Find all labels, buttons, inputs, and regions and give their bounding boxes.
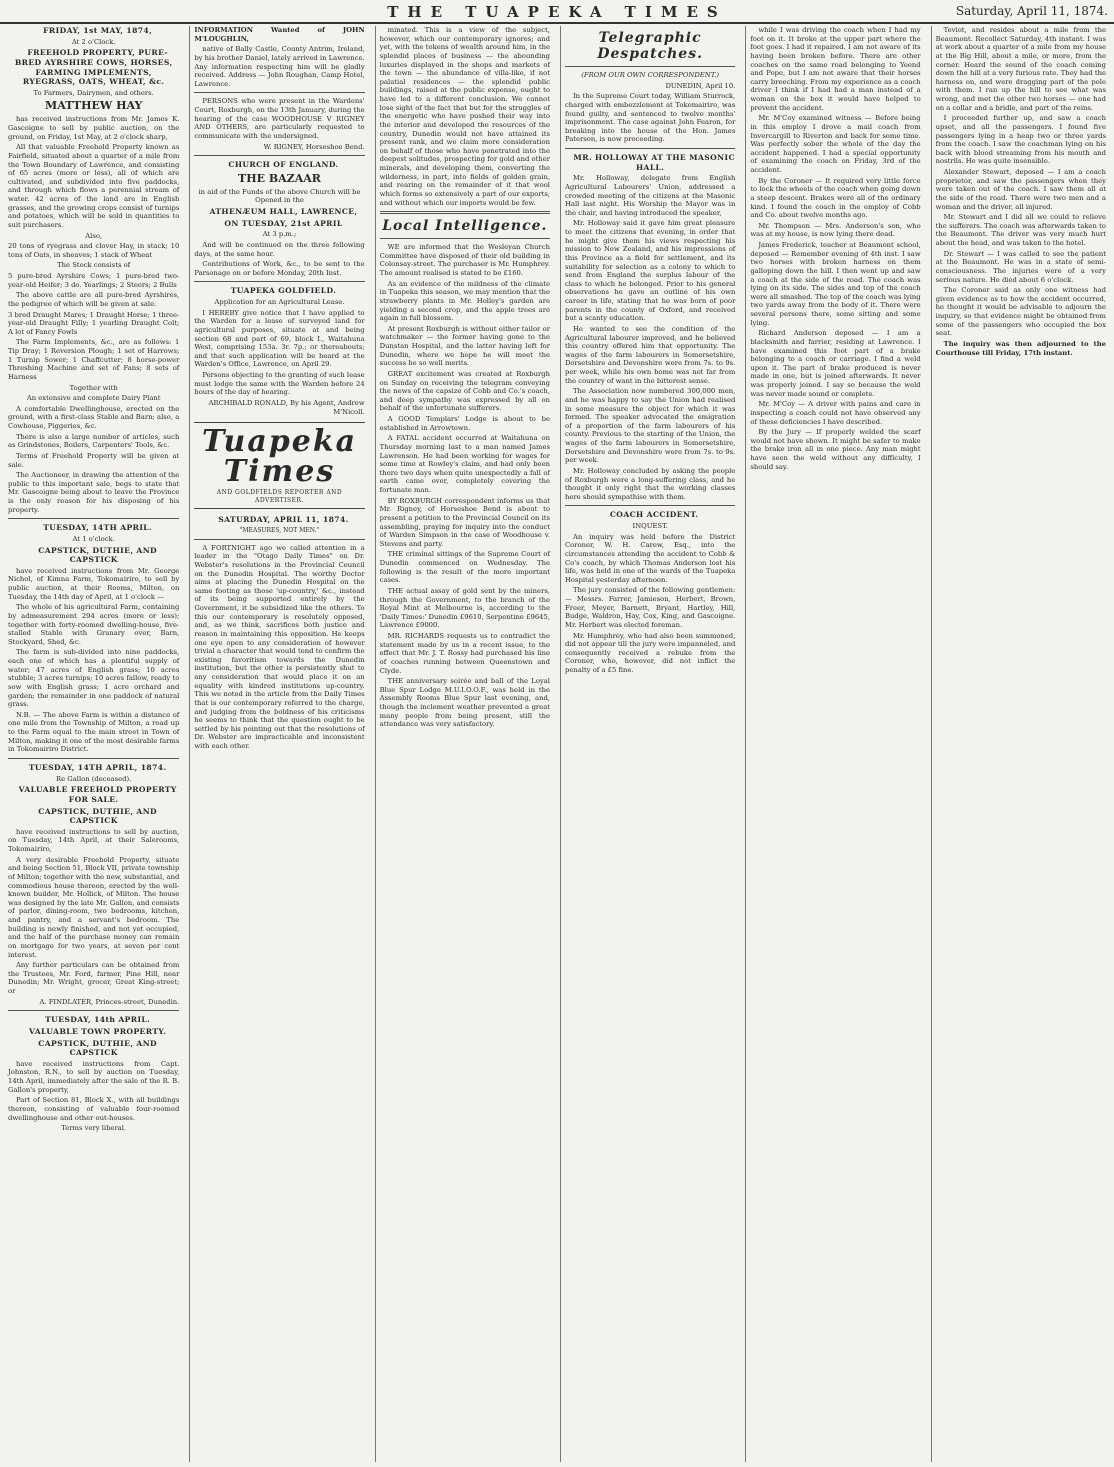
ad-date: FRIDAY, 1st MAY, 1874, xyxy=(43,26,153,35)
news-item: As an evidence of the mildness of the climate in Tuapeka this season, we may mention that the strawberry plants in Mr. Holley's garden are yielding a second crop, and the apple trees are again in full blossom. xyxy=(379,279,550,323)
divider xyxy=(380,211,550,214)
news-item: A FATAL accident occurred at Waitahuna on Thursday morning last to a man named James Lawrenson. He had been working for wages for some time at Rowley's claim, and had only been there two days when quite unexpectedly a fall of earth came over, completely covering the fortunate man. xyxy=(379,434,550,494)
ad-body: The Auctioneer, in drawing the attention of the public to this important sale, begs to state that Mr. Gascoigne being about to leave the Province is the only reason for his disposing of his property. xyxy=(8,471,180,514)
ad-date: TUESDAY, 14th APRIL. xyxy=(45,1015,151,1025)
news-item: A GOOD Templars' Lodge is about to be established in Arrowtown. xyxy=(379,415,550,432)
article-body: The Coroner said as only one witness had given evidence as to how the accident occurred, he thought it would be advisable to adjourn the inquiry, so that evidence might be obtained from some of the passengers who occupied the box seat. xyxy=(935,286,1106,338)
column-1 xyxy=(4,26,183,1462)
byline: (FROM OUR OWN CORRESPONDENT.) xyxy=(581,71,720,79)
ad-body: Terms of Freehold Property will be given at sale. xyxy=(8,451,180,469)
article-body: Mr. Holloway concluded by asking the people of Roxburgh were a long-suffering class, and he thought it only right that the working classes here should sympathise with them. xyxy=(564,466,736,501)
ad-body: Part of Section 81, Block X., with all buildings thereon, consisting of valuable four-roomed dwellinghouse and other out-houses. xyxy=(8,1096,180,1122)
page-header xyxy=(0,0,1114,24)
ad-body: have received instructions to sell by auction, on Tuesday, 14th April, at their Salerooms, Tokomairiro, xyxy=(8,827,180,854)
ad-time: At 1 o'clock. xyxy=(72,534,115,543)
ad-body: have received instructions from Capt. Johnston, R.N., to sell by auction on Tuesday, 14th April, immediately after the sale of the R. B. Gallon's property, xyxy=(8,1059,180,1094)
divider xyxy=(8,758,179,759)
editorial-body: minated. This is a view of the subject, however, which our contemporary ignores; and yet, with the tokens of wealth around him, in the splendid places of business — the abounding luxuries displayed in the shops and markets of the town — the abundance of villa-like, if not palatial residences — the splendid public buildings, raised at the public expense, ought to have led to a different conclusion. We cannot lose sight of the fact that but for the struggles of the energetic who have pushed their way into the interior and developed the resources of the country, Dunedin would not have attained its present rank, and we claim more consideration on behalf of those who have penetrated into the deepest solitudes, prospecting for gold and other minerals, and developing them, converting the wilderness, in part, into fields of golden grain, and rearing on the remainder of it that wool which forms so extensively a part of our exports, and without which our imports would be few. xyxy=(379,26,550,207)
article-body: Mr. M'Coy examined witness — Before being in this employ I drove a mail coach from Invercargill to Riverton and back for some time. Was perfectly sober the whole of the day the accident happened. I had a special opportunity of examining the coach on Friday, 3rd of the accident. xyxy=(750,114,921,174)
column-3 xyxy=(375,26,554,1462)
ad-time: At 2 o'Clock. xyxy=(71,37,116,46)
column-6 xyxy=(931,26,1110,1462)
issue-date: Saturday, April 11, 1874. xyxy=(955,4,1108,18)
article-body: Richard Anderson deposed — I am a blacksmith and farrier, residing at Lawrence. I have examined this foot part of a brake belonging to a coach or carriage. I find a weld upon it. The part of brake produced is never made in one, but is joined afterwards. It never was properly joined. I say so because the weld was never made sound or complete. xyxy=(750,329,921,398)
divider xyxy=(565,148,735,149)
article-body: Alexander Stewart, deposed — I am a coach proprietor, and saw the passengers when they were taken out of the coach. I saw them all at the side of the road. There were two men and a woman and the driver, all injured. xyxy=(935,168,1106,211)
ad-body: A very desirable Freehold Property, situate and being Section 51, Block VII, private township of Milton; together with the new, substantial, and commodious house thereon, erected by the well-known builder, Mr. Hollick, of Milton. The house was designed by the late Mr. Gallon, and consists of parlor, dining-room, two bedrooms, kitchen, and pantry, and a servant's bedroom. The building is newly finished, and not yet occupied, and the half of the purchase money can remain on mortgage for two years, at seven per cent interest. xyxy=(8,855,180,959)
section-heading: Telegraphic Despatches. xyxy=(597,30,703,62)
issue-dateline: SATURDAY, APRIL 11, 1874. xyxy=(218,515,349,525)
article-body: The inquiry was then adjourned to the Courthouse till Friday, 17th instant. xyxy=(935,339,1106,357)
news-item: WE are informed that the Wesleyan Church Committee have disposed of their old building in Colonsay-street. The purchaser is Mr. Humphrey. The amount realised is stated to be £160. xyxy=(379,243,550,277)
ad-body: There is also a large number of articles, such as Grindstones, Boilers, Carpenters' Tools, &c. xyxy=(8,432,180,450)
ad-subhead: Together with xyxy=(69,383,118,392)
paper-motto: "MEASURES, NOT MEN." xyxy=(239,527,320,535)
ad-signature: A. FINDLATER, Princes-street, Dunedin. xyxy=(39,997,180,1006)
article-heading: MR. HOLLOWAY AT THE MASONIC HALL. xyxy=(573,153,735,172)
notice-subtitle: Application for an Agricultural Lease. xyxy=(214,298,345,307)
ad-subtitle: To Farmers, Dairymen, and others. xyxy=(33,88,154,97)
ad-body: A comfortable Dwellinghouse, erected on the ground, with a first-class Stable and Barn; also, a Cowhouse, Piggeries, &c. xyxy=(8,404,180,431)
divider xyxy=(565,66,735,67)
ad-firm: CAPSTICK, DUTHIE, AND CAPSTICK xyxy=(38,1038,158,1058)
notice-signature: W. RIGNEY, Horseshoe Bend. xyxy=(263,142,365,151)
article-body: Dr. Stewart — I was called to see the patient at the Beaumont. He was in a state of semi-consciousness. The injuries were of a very serious nature. He died about 6 o'clock. xyxy=(935,249,1106,284)
ad-date: TUESDAY, 14TH APRIL, 1874. xyxy=(28,762,167,772)
notice-body: native of Bally Castle, County Antrim, Ireland, by his brother Daniel, lately arrived in Lawrence. Any information respecting him will be gladly received. Address — John Roughan, Camp Hotel, Lawrence. xyxy=(194,45,365,88)
article-body: The jury consisted of the following gentlemen: — Messrs. Farrer, Jamieson, Herbert, Brown, Freer, Meyer, Barnett, Bryant, Hartley, Hill, Budge, Waldron, Hay, Cox, King, and Gascoigne. Mr. Herbert was elected foreman. xyxy=(564,586,736,629)
ad-title: VALUABLE FREEHOLD PROPERTY FOR SALE. xyxy=(18,785,177,804)
divider xyxy=(380,238,550,239)
ad-body: The farm is sub-divided into nine paddocks, each one of which has a plentiful supply of water; 47 acres of English grass; 10 acres stubble; 3 acres turnips; 10 acres fallow, ready to sow with English grass; 1 acre orchard and garden; the remainder in one paddock of natural grass. xyxy=(8,648,180,709)
divider xyxy=(194,281,364,282)
news-item: GREAT excitement was created at Roxburgh on Sunday on receiving the telegram conveying the news of the capsize of Cobb and Co.'s coach, and deep sympathy was expressed by all on behalf of the unfortunate sufferers. xyxy=(379,369,550,413)
paper-running-title: THE TUAPEKA TIMES xyxy=(387,3,727,21)
article-body: The Association now numbered 300,000 men, and he was happy to say the Union had realised in some measure the object for which it was formed. The speaker advocated the emigration of a proportion of the farm labourers of his county. Previous to the starting of the Union, the wages of the farm labourers in Somersetshire, Dorsetshire and Devonshire were from 7s. to 9s. per week. xyxy=(564,387,736,465)
divider xyxy=(565,505,735,506)
column-2 xyxy=(189,26,368,1462)
notice-title: TUAPEKA GOLDFIELD. xyxy=(230,286,337,296)
ad-also: Also, xyxy=(85,231,103,240)
column-grid xyxy=(4,26,1110,1462)
ad-subhead: The Stock consists of xyxy=(57,261,131,270)
article-body: Mr. Stewart and I did all we could to relieve the sufferers. The coach was afterwards taken to the Beaumont. The driver was very much hurt about the head, and was taken to the hotel. xyxy=(935,213,1106,247)
ad-body: N.B. — The above Farm is within a distance of one mile from the Township of Milton, a road up to the Farm equal to the main street in Town of Milton, making it one of the most desirable farms in Tokomairiro District. xyxy=(8,710,180,754)
divider xyxy=(194,92,364,93)
ad-firm: CAPSTICK, DUTHIE, AND CAPSTICK xyxy=(38,545,158,565)
newspaper-logo xyxy=(194,422,364,509)
ad-list: 20 tons of ryegrass and clover Hay, in stack; 10 tons of Oats, in sheaves; 1 stack of Wheat xyxy=(8,242,180,259)
article-body: An inquiry was held before the District Coroner, W. H. Carew, Esq., into the circumstances attending the accident to Cobb & Co's coach, by which Thomas Anderson lost his life, was held in one of the wards of the Tuapeka Hospital yesterday afternoon. xyxy=(564,532,736,584)
ad-list: The Farm Implements, &c., are as follows: 1 Tip Dray; 1 Reversion Plough; 1 set of Harrows; 1 Turnip Sower; 1 Chaffcutter; 8 horse-power Threshing Machine and set of Fans; 8 sets of Harness xyxy=(8,338,180,381)
ad-body: An extensive and complete Dairy Plant xyxy=(26,394,161,403)
dateline: DUNEDIN, April 10. xyxy=(665,81,736,90)
article-body: Mr. Holloway said it gave him great pleasure to meet the citizens that evening, in order that he might give them his views respecting his mission to New Zealand, and his impressions of this Province as a field for settlement, and its suitability for selection as a colony to which to send from England the surplus labour of the class to which he belonged. Prior to his general observations he gave an outline of his own career in life, stating that he was born of poor parents in the county of Oxford, and received but a scanty education. xyxy=(564,219,736,323)
article-body: Mr. Holloway, delegate from English Agricultural Labourers' Union, addressed a crowded meeting of the citizens at the Masonic Hall last night. His Worship the Mayor was in the chair, and having introduced the speaker, xyxy=(564,174,736,217)
bazaar-heading: THE BAZAAR xyxy=(238,171,321,185)
article-body: Mr. Thompson — Mrs. Anderson's son, who was at my house, is now lying there dead. xyxy=(750,221,921,239)
logo-title: Tuapeka Times xyxy=(201,424,358,490)
divider xyxy=(8,1010,179,1011)
news-item: THE anniversary soirée and ball of the Loyal Blue Spur Lodge M.U.I.O.O.F., was held in the Assembly Rooms Blue Spur last evening, and, though the inclement weather prevented a great many people from being present, still the attendance was very satisfactory. xyxy=(379,677,550,729)
notice-title: INFORMATION Wanted of JOHN M'LOUGHLIN, xyxy=(194,26,365,43)
auctioneer-name: MATTHEW HAY xyxy=(45,99,143,113)
logo-subtitle: AND GOLDFIELDS REPORTER AND ADVERTISER. xyxy=(216,489,343,504)
notice-body: I HEREBY give notice that I have applied to the Warden for a lease of surveyed land for agricultural purposes, situate at and being section 68 and part of 69, block I., Waitahuna West, comprising 153a. 3r. 7p.; or thereabouts; and that such application will be heard at the Warden's Office, Lawrence, on April 29. xyxy=(194,308,365,369)
ad-title: VALUABLE TOWN PROPERTY. xyxy=(29,1026,167,1036)
notice-body: PERSONS who were present in the Wardens' Court, Roxburgh, on the 13th January, during the hearing of the case WOODHOUSE V RIGNEY AND OTHERS, are particularly requested to communicate with the undersigned. xyxy=(194,97,365,140)
news-item: MR. RICHARDS requests us to contradict the statement made by us in a recent issue, to the effect that Mr. J. T. Rossy had purchased his line of coaches running between Queenstown and Clyde. xyxy=(379,632,550,675)
article-subheading: INQUEST. xyxy=(632,522,668,531)
news-item: At present Roxburgh is without either tailor or watchmaker — the former having gone to the Dunstan Hospital, and the latter having left for Dunedin, where we hope he will meet the success he so well merits. xyxy=(379,324,550,368)
divider xyxy=(194,155,364,156)
notice-title: CHURCH OF ENGLAND. xyxy=(228,160,339,170)
notice-signature: ARCHIBALD RONALD, By his Agent, Andrew M'Nicoll. xyxy=(208,398,365,416)
article-body: Mr. Humphrey, who had also been summoned, did not appear till the jury were impanneled, and consequently received a rebuke from the Coroner, who, however, did not inflict the penalty of a £5 fine. xyxy=(564,631,736,675)
bazaar-time: At 3 p.m.; xyxy=(262,230,297,239)
article-body: By the Coroner — It required very little force to lock the wheels of the coach when going down a steep descent. Brakes were all of the ordinary kind. I found the coach in the employ of Cobb and Co. about twelve months ago. xyxy=(750,176,921,220)
ad-body: All that valuable Freehold Property known as Fairfield, situated about a quarter of a mile from the Town Boundary of Lawrence, and consisting of 65 acres (more or less), all of which are cultivated, and subdivided into five paddocks, and through which flows a perennial stream of water. 42 acres of the land are in English grasses, and the growing crops consist of turnips and potatoes, which will be sold in quantities to suit purchasers. xyxy=(8,143,180,229)
ad-body: Any further particulars can be obtained from the Trustees, Mr. Ford, farmer, Pine Hill, near Dunedin; Mr. Wright, grocer, Great King-street; or xyxy=(8,961,180,996)
ad-sub: Re Gallon (deceased). xyxy=(55,774,132,783)
notice-body: in aid of the Funds of the above Church will be Opened in the xyxy=(198,187,361,205)
article-heading: COACH ACCIDENT. xyxy=(609,510,699,520)
news-item: THE actual assay of gold sent by the miners, through the Government, to the branch of the Royal Mint at Melbourne is, according to the 'Daily Times:' Dunedin £9610, Serpentine £9645, Lawrence £9000. xyxy=(379,586,550,630)
ad-body: The whole of his agricultural Farm, containing by admeasurement 294 acres (more or less); together with forty-roomed dwelling-house, five-stalled Stable with Granary over, Barn, Stockyard, Shed, &c. xyxy=(8,603,180,646)
bazaar-date: ON TUESDAY, 21st APRIL xyxy=(224,218,343,228)
article-body: James Frederick, teacher at Beaumont school, deposed — Remember evening of 4th inst. I saw two horses with broken harness on them galloping down the hill. I then went up and saw a coach at the side of the road. The coach was lying on its side. The sides and top of the coach were all smashed. The top of the coach was lying two yards away from the body of it. There were several persons there, some sitting and some lying. xyxy=(750,241,921,327)
divider xyxy=(194,539,364,540)
ad-list: 5 pure-bred Ayrshire Cows; 1 pure-bred two-year-old Heifer; 3 do. Yearlings; 2 Steers; 2 Bulls xyxy=(8,272,180,289)
editorial-body: A FORTNIGHT ago we called attention in a leader in the "Otago Daily Times" on Dr. Webster's resolutions in the Provincial Council on the Dunedin Hospital. The worthy Doctor aims at placing the Dunedin Hospital on the same footing as those 'up-country,' &c., instead of its being supported entirely by the Government, it be subsidized like the others. To this our contemporary is resolutely opposed, and, as we think, sacrifices both justice and reason in maintaining this opposition. He keeps one eye open to any consideration of however trivial a character that would tend to confirm the existing favoritism towards the Dunedin institution, but the other is persistently shut to any consideration that would place it on an equality with kindred institutions up-country. This we noted in the article from the Daily Times that is our contemporary referred to the charge, and judging from the boldness of his criticisms he seems to think that the question ought to be settled by his pointing out that the resolutions of Dr. Webster are impracticable and inconsistent with each other. xyxy=(194,543,365,750)
notice-body: Persons objecting to the granting of such lease must lodge the same with the Warden before 24 hours of the day of hearing. xyxy=(194,371,365,397)
article-body: while I was driving the coach when I had my foot on it. It broke at the upper part where the foot goes. I had it repaired. I am not aware of its having been broken before. There are other coaches on the same road belonging to Yeend and Pope, but I am not aware that their horses carry breeching. From my experience as a coach driver I think if I had had a man instead of a woman on the box it would have helped to prevent the accident. xyxy=(750,26,921,112)
notice-body: And will be continued on the three following days, at the same hour. xyxy=(194,240,365,258)
bazaar-place: ATHENÆUM HALL, LAWRENCE, xyxy=(209,206,358,216)
article-body: By the Jury — If properly welded the scarf would not have shown. It might be safer to make the brake iron all in one piece. Any man might have seen the weld without any difficulty, I should say. xyxy=(750,428,921,471)
ad-list: 3 bred Draught Mares; 1 Draught Horse; 1 three-year-old Draught Filly; 1 yearling Draught Colt; A lot of Fancy Fowls xyxy=(8,310,180,336)
article-body: He wanted to see the condition of the Agricultural labourer improved, and he believed this country offered him that opportunity. The wages of the farm labourers in Somersetshire, Dorsetshire and Devonshire were from 7s. to 9s. per week, while his own home was not far from the country of want in the bitterest sense. xyxy=(564,324,736,385)
news-item: THE criminal sittings of the Supreme Court of Dunedin commenced on Wednesday. The following is the result of the more important cases. xyxy=(379,550,550,585)
news-item: BY ROXBURGH correspondent informs us that Mr. Rigney, of Horseshoe Bend is about to present a petition to the Provincial Council on its assembling, praying for inquiry into the conduct of Warden Simpson in the case of Woodhouse v. Stevens and party. xyxy=(379,496,550,548)
ad-body: have received instructions from Mr. George Nichol, of Kimna Farm, Tokomairiro, to sell by public auction, at their Rooms, Milton, on Tuesday, the 14th day of April, at 1 o'clock — xyxy=(8,566,180,601)
ad-body: has received instructions from Mr. James K. Gascoigne to sell by public auction, on the ground, on Friday, 1st May, at 2 o'clock sharp, xyxy=(8,115,180,141)
section-heading: Local Intelligence. xyxy=(382,218,548,235)
notice-body: Contributions of Work, &c., to be sent to the Parsonage on or before Monday, 20th Inst. xyxy=(194,260,365,277)
column-5 xyxy=(745,26,924,1462)
article-body: Mr. M'Coy — A driver with pains and care in inspecting a coach could not have observed any of these deficiencies I have described. xyxy=(750,400,921,426)
column-4 xyxy=(560,26,739,1462)
ad-title: FREEHOLD PROPERTY, PURE-BRED AYRSHIRE COWS, HORSES, FARMING IMPLEMENTS, RYEGRASS, OATS, WHEAT, &c. xyxy=(14,48,173,87)
ad-terms: Terms very liberal. xyxy=(61,1124,127,1133)
divider xyxy=(8,518,179,519)
ad-firm: CAPSTICK, DUTHIE, AND CAPSTICK xyxy=(38,806,158,826)
ad-body: The above cattle are all pure-bred Ayrshires, the pedigree of which will be given at sale. xyxy=(8,291,180,308)
article-body: Teviot, and resides about a mile from the Beaumont. Recollect Saturday, 4th instant. I was at work about a quarter of a mile from my house at the Big Hill, about a mile, or more, from the corner. Heard the sound of the coach coming down the hill at a very furious rate. They had the harness on, and were dragging part of the pole with them. I ran up the hill to see what was wrong, and met the other two horses — one had on a collar and a bridle, and part of the reins. xyxy=(935,26,1106,112)
ad-date: TUESDAY, 14TH APRIL. xyxy=(43,523,153,533)
article-body: I proceeded further up, and saw a coach upset, and all the passengers. I found five passengers lying in a heap two or three yards from the coach. I saw the coachman lying on his back with blood streaming from his mouth and nostrils. He was quite insensible. xyxy=(935,114,1106,166)
news-item: In the Supreme Court today, William Sturrock, charged with embezzlement at Tokomairiro, was found guilty, and sentenced to twelve months' imprisonment. The case against John Fearon, for breaking into the house of the Hon. James Paterson, is now proceeding. xyxy=(564,92,736,144)
